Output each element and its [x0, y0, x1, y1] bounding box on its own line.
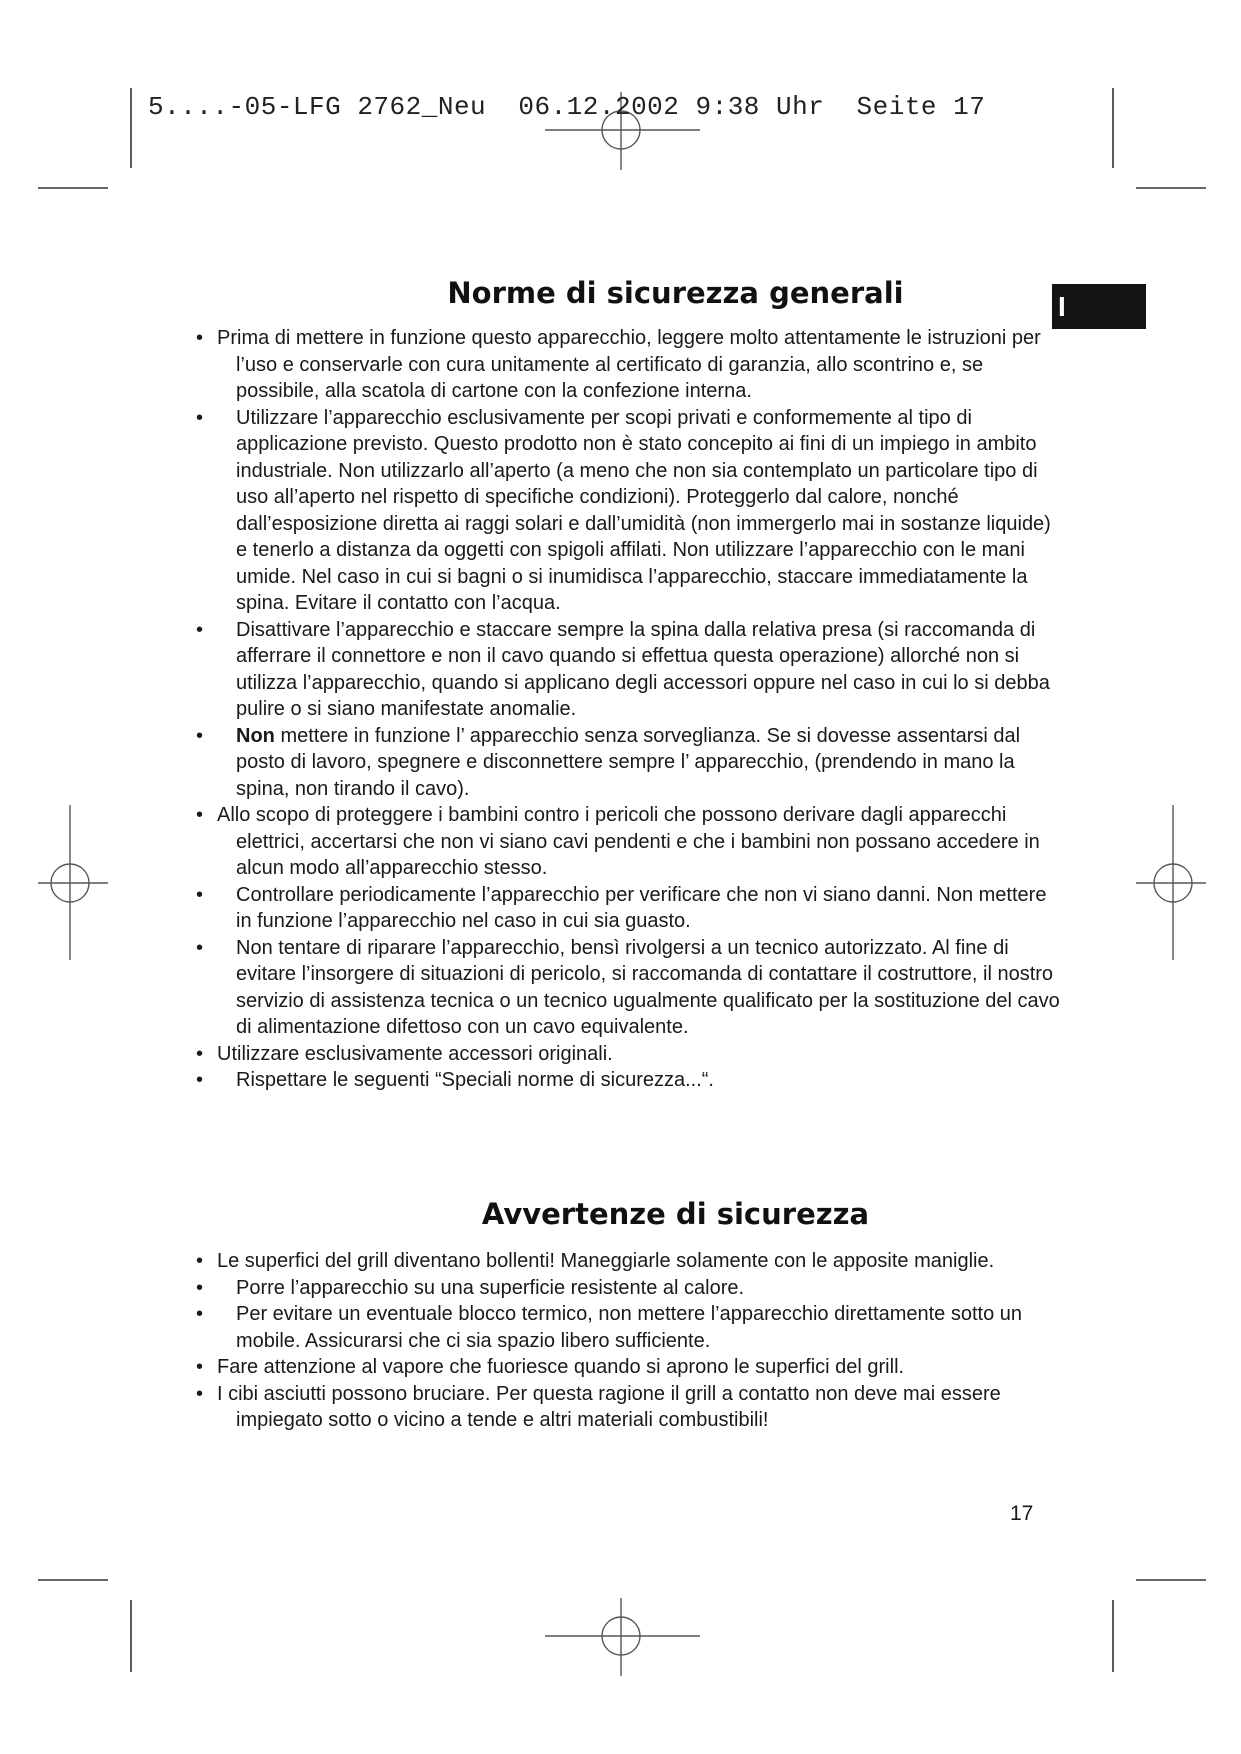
registration-mark-bottom	[545, 1598, 700, 1676]
list-item-text: Porre l’apparecchio su una superficie resistente al calore.	[236, 1276, 745, 1299]
emphasis: Non	[236, 724, 275, 747]
bullet-icon: •	[196, 724, 204, 747]
list-item-text: Allo scopo di proteggere i bambini contro i pericoli che possono derivare dagli apparecchi elettrici, accertarsi che non vi siano cavi pendenti e che i bambini non possano accedere in alcun modo all’apparecchio stesso.	[217, 804, 1040, 879]
list-item-text: Disattivare l’apparecchio e staccare sempre la spina dalla relativa presa (si raccomanda di afferrare il connettore e non il cavo quando si effettua questa operazione) allorché non si utilizza l’apparecchio, quando si applicano degli accessori oppure nel caso in cui lo si debba pulire o si siano manifestate anomalie.	[236, 618, 1050, 720]
bullet-icon: •	[196, 1382, 204, 1405]
list-item	[196, 723, 1066, 803]
list-item-text: Prima di mettere in funzione questo apparecchio, leggere molto attentamente le istruzioni per l’uso e conservarle con cura unitamente al certificato di garanzia, allo scontrino e, se possibile, alla scatola di cartone con la confezione interna.	[217, 327, 1041, 402]
language-tab: I	[1052, 284, 1146, 329]
bullet-icon: •	[196, 804, 204, 826]
list-item	[196, 882, 1066, 935]
page-number: 17	[1010, 1502, 1034, 1525]
list-item-text: Rispettare le seguenti “Speciali norme di sicurezza...“.	[236, 1069, 714, 1091]
list-item	[196, 1301, 1066, 1354]
bullet-icon: •	[196, 1069, 204, 1091]
registration-mark-right	[1136, 805, 1206, 960]
list-item-text: Le superfici del grill diventano bollenti! Maneggiarle solamente con le apposite maniglie.	[217, 1250, 995, 1272]
list-item-text: I cibi asciutti possono bruciare. Per questa ragione il grill a contatto non deve mai essere impiegato sotto o vicino a tende e altri materiali combustibili!	[217, 1382, 1001, 1431]
registration-mark-left	[38, 805, 108, 960]
bullet-icon: •	[196, 1042, 204, 1065]
bullet-icon: •	[196, 327, 204, 349]
bullet-icon: •	[196, 936, 204, 959]
list-item	[196, 802, 1066, 882]
list-item-text: Controllare periodicamente l’apparecchio per verificare che non vi siano danni. Non mettere in funzione l’apparecchio nel caso in cui sia guasto.	[236, 883, 1047, 932]
section-title-general-safety: Norme di sicurezza generali	[447, 276, 904, 310]
print-slug: 5....-05-LFG 2762_Neu 06.12.2002 9:38 Uhr Seite 17	[148, 92, 986, 122]
list-item	[196, 1248, 1066, 1275]
list-item	[196, 405, 1066, 617]
general-safety-list	[196, 325, 1066, 1094]
safety-warnings-list	[196, 1248, 1066, 1434]
section-title-safety-warnings: Avvertenze di sicurezza	[481, 1197, 870, 1231]
bullet-icon: •	[196, 1356, 204, 1378]
list-item-text: mettere in funzione l’ apparecchio senza sorveglianza. Se si dovesse assentarsi dal posto di lavoro, spegnere e disconnettere sempre l’ apparecchio, (prendendo in mano la spina, non tirando il cavo).	[236, 724, 1021, 800]
list-item	[196, 1381, 1066, 1434]
bullet-icon: •	[196, 406, 204, 429]
list-item-text: Per evitare un eventuale blocco termico, non mettere l’apparecchio direttamente sotto un mobile. Assicurarsi che ci sia spazio libero sufficiente.	[236, 1303, 1022, 1352]
bullet-icon: •	[196, 618, 204, 641]
list-item	[196, 935, 1066, 1041]
bullet-icon: •	[196, 1303, 204, 1325]
list-item-text: Utilizzare esclusivamente accessori originali.	[217, 1042, 613, 1065]
bullet-icon: •	[196, 883, 204, 906]
list-item	[196, 1354, 1066, 1381]
list-item	[196, 1275, 1066, 1302]
bullet-icon: •	[196, 1276, 204, 1299]
list-item	[196, 1041, 1066, 1068]
list-item-text: Non tentare di riparare l’apparecchio, bensì rivolgersi a un tecnico autorizzato. Al fine di evitare l’insorgere di situazioni di pericolo, si raccomanda di contattare il costruttore, il nostro servizio di assistenza tecnica o un tecnico ugualmente qualificato per la sostituzione del cavo di alimentazione difettoso con un cavo equivalente.	[236, 936, 1060, 1038]
list-item-text: Fare attenzione al vapore che fuoriesce quando si aprono le superfici del grill.	[217, 1356, 905, 1378]
list-item	[196, 1067, 1066, 1094]
bullet-icon: •	[196, 1250, 204, 1272]
list-item	[196, 325, 1066, 405]
list-item-text: Utilizzare l’apparecchio esclusivamente per scopi privati e conformemente al tipo di applicazione previsto. Questo prodotto non è stato concepito ai fini di un impiego in ambito industriale. Non utilizzarlo all’aperto (a meno che non sia contemplato un particolare tipo di uso all’aperto nel rispetto di specifiche condizioni). Proteggerlo dal calore, nonché dall’esposizione diretta ai raggi solari e dall’umidità (non immergerlo mai in sostanze liquide) e tenerlo a distanza da oggetti con spigoli affilati. Non utilizzare l’apparecchio con le mani umide. Nel caso in cui si bagni o si inumidisca l’apparecchio, staccare immediatamente la spina. Evitare il contatto con l’acqua.	[236, 406, 1051, 614]
list-item	[196, 617, 1066, 723]
